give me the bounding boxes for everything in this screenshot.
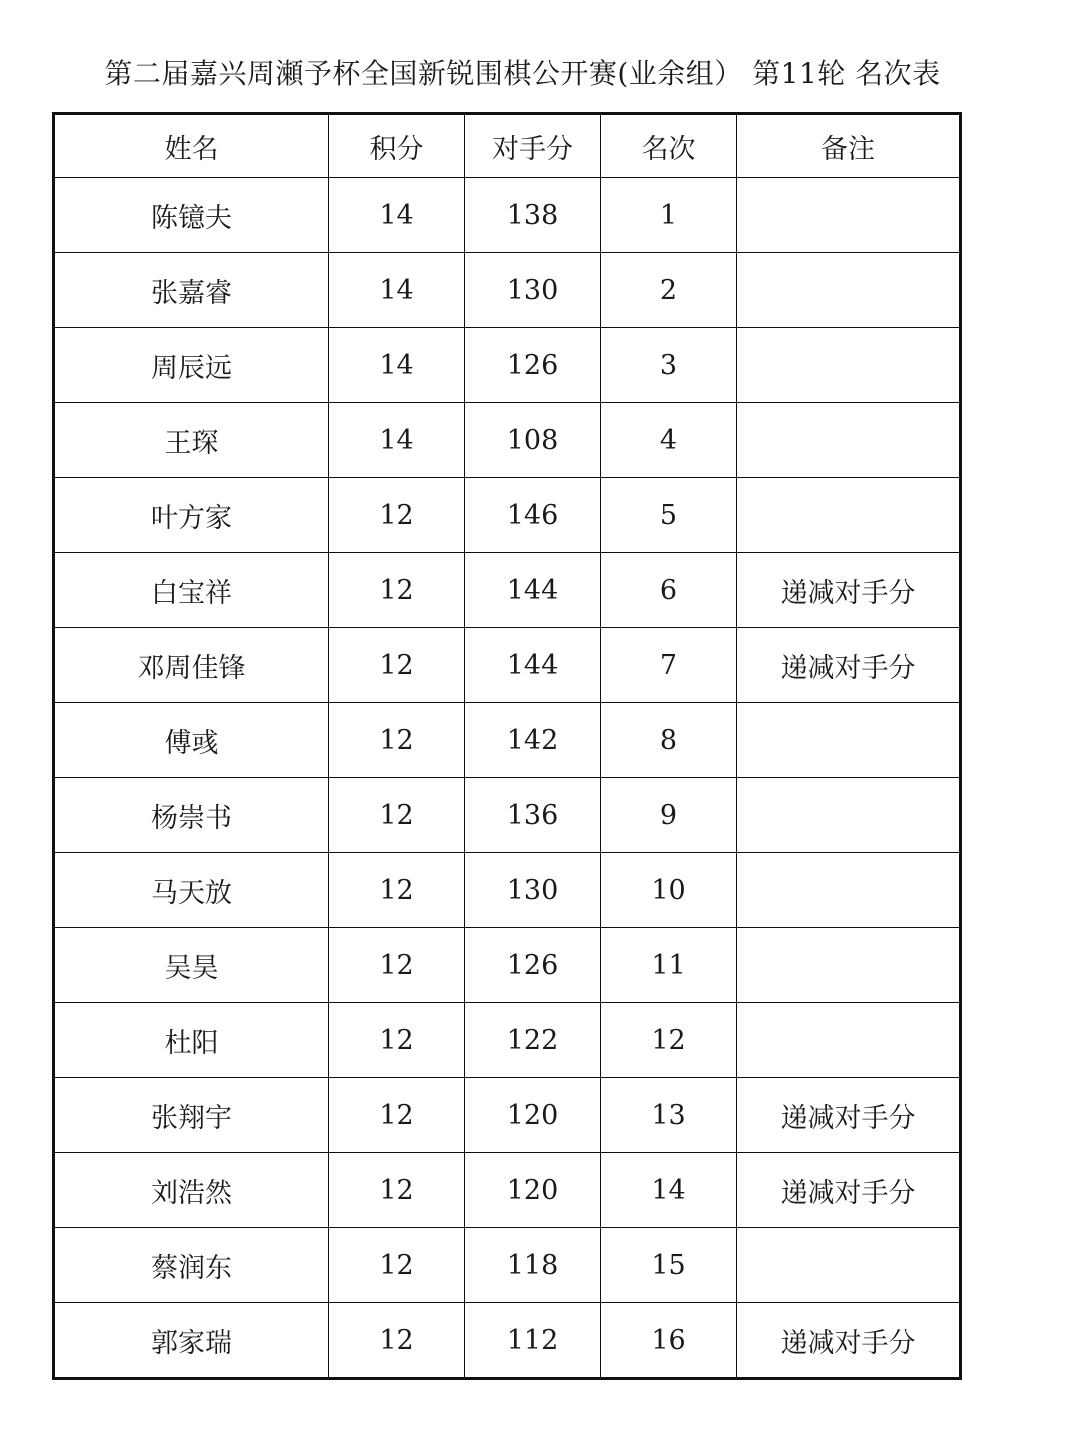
cell-remarks [737, 253, 961, 328]
cell-rank: 15 [601, 1228, 737, 1303]
table-row [54, 853, 961, 928]
cell-rank: 16 [601, 1303, 737, 1379]
cell-score: 12 [329, 703, 465, 778]
cell-opponent-score: 126 [465, 928, 601, 1003]
cell-name: 邓周佳锋 [54, 628, 329, 703]
page-title: 第二届嘉兴周瀬予杯全国新锐围棋公开赛(业余组） 第11轮 名次表 [104, 57, 941, 90]
cell-opponent-score: 112 [465, 1303, 601, 1379]
cell-opponent-score: 136 [465, 778, 601, 853]
cell-opponent-score: 144 [465, 553, 601, 628]
cell-opponent-score: 144 [465, 628, 601, 703]
cell-rank: 10 [601, 853, 737, 928]
cell-name: 刘浩然 [54, 1153, 329, 1228]
cell-score: 14 [329, 178, 465, 253]
cell-score: 14 [329, 253, 465, 328]
cell-name: 蔡润东 [54, 1228, 329, 1303]
cell-remarks: 递减对手分 [737, 1078, 961, 1153]
cell-rank: 4 [601, 403, 737, 478]
cell-name: 张嘉睿 [54, 253, 329, 328]
cell-rank: 11 [601, 928, 737, 1003]
cell-remarks [737, 778, 961, 853]
cell-rank: 5 [601, 478, 737, 553]
cell-name: 陈镱夫 [54, 178, 329, 253]
table-row [54, 1003, 961, 1078]
cell-score: 14 [329, 403, 465, 478]
table-body [54, 178, 961, 1379]
table-row [54, 253, 961, 328]
cell-rank: 1 [601, 178, 737, 253]
cell-score: 12 [329, 1153, 465, 1228]
cell-name: 杨崇书 [54, 778, 329, 853]
cell-remarks: 递减对手分 [737, 1153, 961, 1228]
cell-opponent-score: 120 [465, 1153, 601, 1228]
table-row [54, 1078, 961, 1153]
table-row [54, 703, 961, 778]
table-row [54, 1303, 961, 1379]
cell-rank: 12 [601, 1003, 737, 1078]
cell-opponent-score: 130 [465, 253, 601, 328]
table-row [54, 628, 961, 703]
cell-name: 郭家瑞 [54, 1303, 329, 1379]
cell-opponent-score: 146 [465, 478, 601, 553]
cell-score: 12 [329, 628, 465, 703]
cell-score: 12 [329, 1303, 465, 1379]
cell-opponent-score: 138 [465, 178, 601, 253]
cell-remarks [737, 928, 961, 1003]
cell-score: 14 [329, 328, 465, 403]
cell-remarks: 递减对手分 [737, 553, 961, 628]
cell-opponent-score: 122 [465, 1003, 601, 1078]
cell-score: 12 [329, 778, 465, 853]
cell-opponent-score: 108 [465, 403, 601, 478]
cell-remarks [737, 1003, 961, 1078]
table-row [54, 928, 961, 1003]
cell-name: 吴昊 [54, 928, 329, 1003]
cell-opponent-score: 142 [465, 703, 601, 778]
table-row [54, 553, 961, 628]
cell-name: 张翔宇 [54, 1078, 329, 1153]
cell-rank: 3 [601, 328, 737, 403]
table-row [54, 403, 961, 478]
cell-score: 12 [329, 1003, 465, 1078]
cell-remarks [737, 328, 961, 403]
cell-remarks [737, 703, 961, 778]
cell-remarks: 递减对手分 [737, 628, 961, 703]
header-opponent-score: 对手分 [465, 114, 601, 178]
cell-score: 12 [329, 478, 465, 553]
cell-score: 12 [329, 553, 465, 628]
ranking-table [52, 112, 962, 1380]
cell-rank: 6 [601, 553, 737, 628]
cell-remarks: 递减对手分 [737, 1303, 961, 1379]
cell-remarks [737, 403, 961, 478]
cell-name: 周辰远 [54, 328, 329, 403]
table-row [54, 328, 961, 403]
cell-rank: 8 [601, 703, 737, 778]
cell-rank: 13 [601, 1078, 737, 1153]
cell-rank: 9 [601, 778, 737, 853]
cell-remarks [737, 1228, 961, 1303]
table-row [54, 1228, 961, 1303]
cell-opponent-score: 130 [465, 853, 601, 928]
cell-score: 12 [329, 1078, 465, 1153]
cell-name: 杜阳 [54, 1003, 329, 1078]
cell-name: 叶方家 [54, 478, 329, 553]
cell-rank: 7 [601, 628, 737, 703]
table-row [54, 478, 961, 553]
cell-remarks [737, 178, 961, 253]
cell-name: 马天放 [54, 853, 329, 928]
cell-score: 12 [329, 928, 465, 1003]
cell-score: 12 [329, 853, 465, 928]
cell-name: 王琛 [54, 403, 329, 478]
cell-rank: 14 [601, 1153, 737, 1228]
cell-name: 傅彧 [54, 703, 329, 778]
cell-name: 白宝祥 [54, 553, 329, 628]
cell-opponent-score: 120 [465, 1078, 601, 1153]
cell-remarks [737, 853, 961, 928]
header-rank: 名次 [601, 114, 737, 178]
table-row [54, 1153, 961, 1228]
header-name: 姓名 [54, 114, 329, 178]
cell-rank: 2 [601, 253, 737, 328]
cell-remarks [737, 478, 961, 553]
cell-score: 12 [329, 1228, 465, 1303]
cell-opponent-score: 118 [465, 1228, 601, 1303]
table-row [54, 178, 961, 253]
table-row [54, 778, 961, 853]
cell-opponent-score: 126 [465, 328, 601, 403]
header-score: 积分 [329, 114, 465, 178]
header-remarks: 备注 [737, 114, 961, 178]
table-header-row [54, 114, 961, 178]
